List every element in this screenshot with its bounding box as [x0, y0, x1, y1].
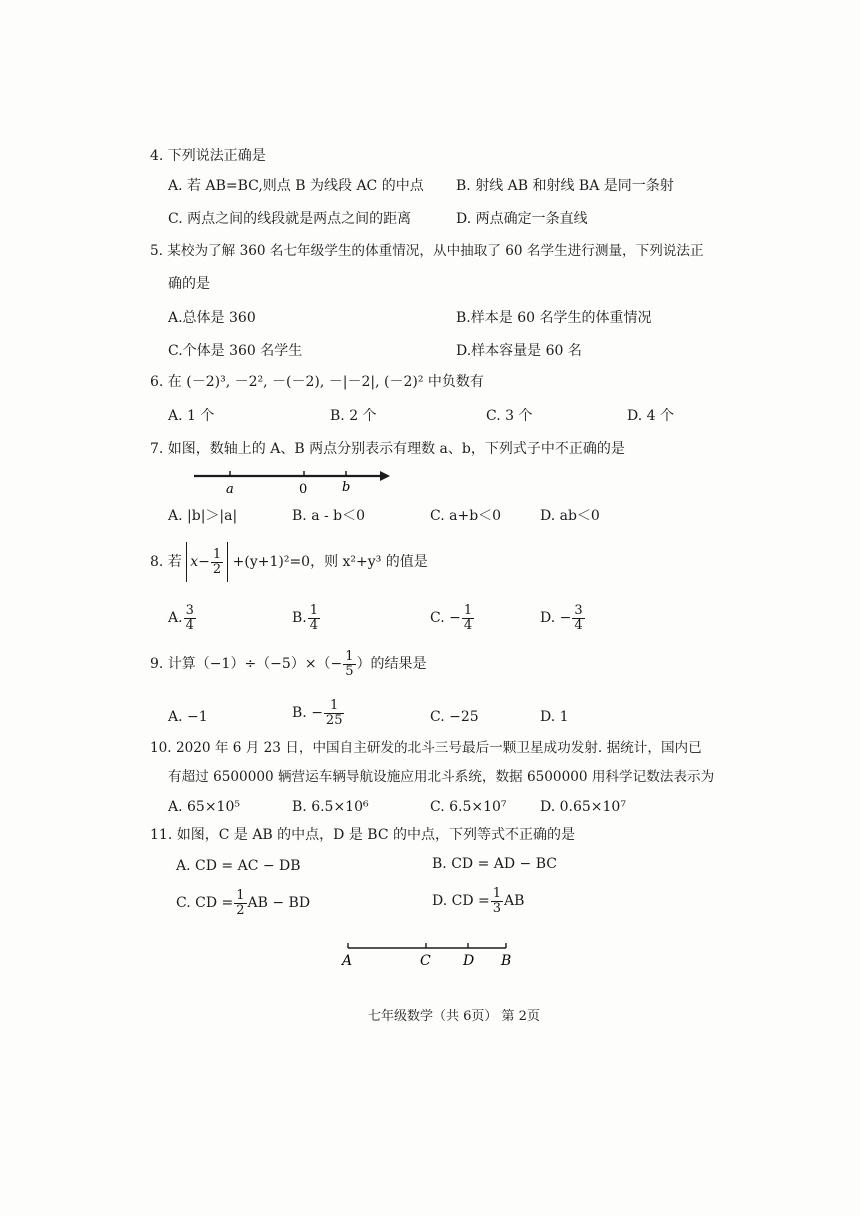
q8-option-a-frac [184, 604, 196, 633]
q9-option-a: A. −1 [168, 709, 208, 725]
point-label-C: C [420, 953, 431, 969]
q8-num: 8. 若 [150, 554, 182, 570]
q8-absolute-value [186, 542, 228, 582]
q10-option-d: D. 0.65×10⁷ [540, 799, 626, 815]
q6-option-c: C. 3 个 [486, 408, 533, 424]
q7-number-line [190, 466, 400, 498]
q9-stem [150, 644, 427, 684]
q9-option-d: D. 1 [540, 709, 569, 725]
q8-equation-tail: +(y+1)²=0，则 x²+y³ 的值是 [232, 554, 428, 570]
frac-num: 1 [345, 648, 354, 664]
q8-option-c-frac [462, 604, 474, 633]
q9-option-c: C. −25 [430, 709, 479, 725]
q8-option-b-label: B. [292, 610, 307, 626]
number-line-label-0: 0 [299, 482, 308, 497]
frac-den: 5 [345, 663, 354, 679]
q8-option-d [540, 598, 586, 638]
q8-half-num: 1 [212, 546, 222, 562]
frac-num: 1 [492, 885, 502, 901]
q5-option-d: D.样本容量是 60 名 [456, 343, 582, 359]
q7-stem: 7. 如图，数轴上的 A、B 两点分别表示有理数 a、b，下列式子中不正确的是 [150, 441, 625, 457]
q4-option-d: D. 两点确定一条直线 [456, 211, 588, 227]
q11-option-d-label: D. CD = [432, 893, 490, 909]
q10-option-a: A. 65×10⁵ [168, 799, 240, 815]
q8-half-den: 2 [212, 561, 222, 577]
frac-den: 4 [574, 617, 583, 633]
q5-stem-line2: 确的是 [168, 276, 210, 292]
frac-num: 3 [185, 602, 194, 618]
q11-option-c-frac [234, 889, 246, 918]
frac-num: 1 [309, 602, 319, 618]
frac-den: 25 [325, 712, 343, 728]
q7-option-c: C. a+b＜0 [430, 508, 502, 524]
q8-option-d-frac [572, 604, 584, 633]
frac-den: 3 [492, 900, 502, 916]
q11-segment-diagram [336, 940, 526, 972]
page-footer: 七年级数学（共 6页） 第 2页 [368, 1009, 540, 1024]
q8-option-b-frac [308, 604, 320, 633]
q10-option-b: B. 6.5×10⁶ [292, 799, 369, 815]
q10-stem-line2: 有超过 6500000 辆营运车辆导航设施应用北斗系统，数据 6500000 用科学记数法表示为 [168, 769, 715, 785]
q9-stem-suffix: ）的结果是 [356, 656, 427, 672]
frac-num: 1 [324, 699, 345, 714]
q6-stem [150, 373, 484, 391]
q6-option-d: D. 4 个 [627, 408, 674, 424]
point-label-A: A [342, 953, 353, 969]
q6-stem-prefix: 6. 在 [150, 374, 182, 390]
number-line-label-a: a [226, 482, 234, 497]
q6-stem-suffix: 中负数有 [427, 374, 484, 390]
frac-den: 4 [185, 617, 194, 633]
q9-option-b [292, 693, 345, 733]
q6-option-a: A. 1 个 [168, 408, 215, 424]
q7-option-d: D. ab＜0 [540, 508, 600, 524]
q8-option-c-label: C. − [430, 610, 461, 626]
q8-option-d-label: D. − [540, 610, 572, 626]
point-label-B: B [501, 953, 512, 969]
q9-option-b-label: B. − [292, 705, 323, 721]
q6-option-b: B. 2 个 [330, 408, 377, 424]
q4-option-a: A. 若 AB=BC,则点 B 为线段 AC 的中点 [168, 178, 424, 194]
q11-option-c-label: C. CD = [176, 895, 234, 911]
q10-option-c: C. 6.5×10⁷ [430, 799, 507, 815]
number-line-arrow [380, 471, 390, 481]
q6-expression: (－2)³, －2², －(－2), －|－2|, (－2)² [186, 374, 424, 390]
q8-minus: − [198, 554, 210, 570]
q8-x: x [190, 554, 199, 570]
q4-stem: 4. 下列说法正确是 [150, 148, 266, 164]
q7-option-a: A. |b|＞|a| [168, 508, 238, 524]
number-line-label-b: b [342, 480, 351, 495]
q5-option-a: A.总体是 360 [168, 310, 256, 326]
q8-stem [150, 542, 428, 582]
q8-half [211, 548, 223, 577]
q10-stem-line1: 10. 2020 年 6 月 23 日，中国自主研发的北斗三号最后一颗卫星成功发射. 据统计，国内已 [150, 740, 702, 756]
q9-stem-prefix: 9. 计算（−1）÷（−5）×（− [150, 656, 343, 672]
q8-option-c [430, 598, 475, 638]
q11-option-d [432, 881, 524, 921]
frac-den: 4 [309, 617, 319, 633]
q9-frac [343, 650, 355, 679]
frac-den: 4 [463, 617, 473, 633]
q11-option-c [176, 883, 310, 923]
frac-num: 1 [236, 887, 245, 903]
q11-option-a: A. CD = AC − DB [176, 858, 301, 874]
q11-option-c-tail: AB − BD [247, 895, 311, 911]
q4-option-c: C. 两点之间的线段就是两点之间的距离 [168, 211, 412, 227]
q5-option-c: C.个体是 360 名学生 [168, 343, 303, 359]
q11-stem: 11. 如图，C 是 AB 的中点，D 是 BC 的中点，下列等式不正确的是 [150, 827, 576, 843]
frac-num: 1 [463, 602, 473, 618]
frac-den: 2 [236, 902, 245, 918]
q5-stem-line1: 5. 某校为了解 360 名七年级学生的体重情况，从中抽取了 60 名学生进行测量，下列说法正 [150, 243, 704, 259]
q11-option-d-tail: AB [504, 893, 525, 909]
q9-option-b-frac [324, 699, 345, 728]
q11-option-d-frac [491, 887, 503, 916]
q4-option-b: B. 射线 AB 和射线 BA 是同一条射 [456, 178, 674, 194]
frac-num: 3 [574, 602, 583, 618]
q7-option-b: B. a - b＜0 [292, 508, 366, 524]
q5-option-b: B.样本是 60 名学生的体重情况 [456, 310, 652, 326]
q8-option-b [292, 598, 321, 638]
q8-option-a [168, 598, 197, 638]
q8-option-a-label: A. [168, 610, 183, 626]
point-label-D: D [463, 953, 475, 969]
q11-option-b: B. CD = AD − BC [432, 856, 557, 872]
